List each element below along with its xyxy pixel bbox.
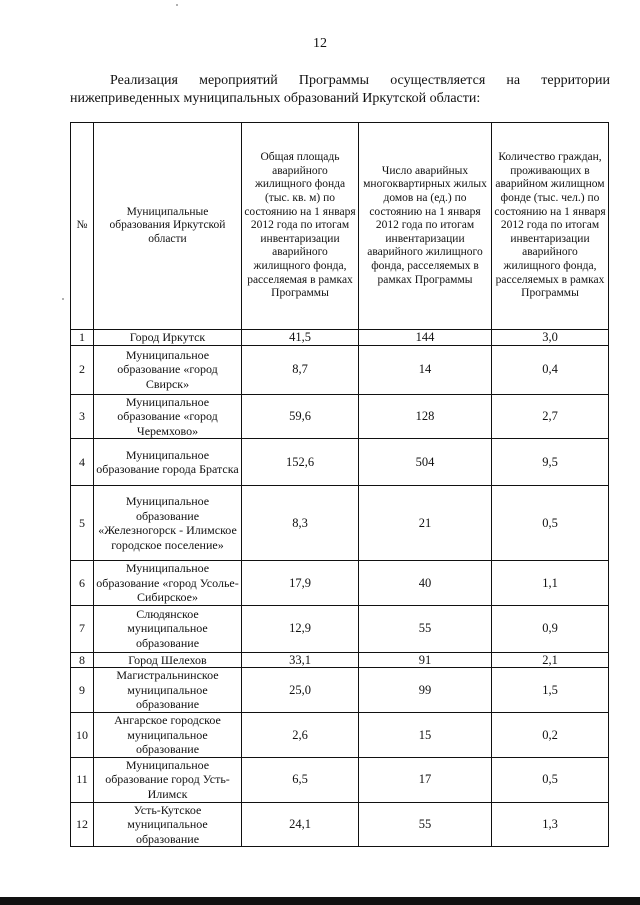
row-municipality: Магистральнинское муниципальное образование — [94, 668, 242, 713]
row-municipality: Муниципальное образование «город Черемхово» — [94, 394, 242, 439]
row-houses: 15 — [359, 713, 492, 758]
row-area: 2,6 — [242, 713, 359, 758]
row-area: 24,1 — [242, 802, 359, 847]
header-municipality: Муниципальные образования Иркутской области — [94, 123, 242, 330]
row-number: 2 — [71, 345, 94, 394]
row-municipality: Ангарское городское муниципальное образование — [94, 713, 242, 758]
row-municipality: Муниципальное образование «город Свирск» — [94, 345, 242, 394]
table-row — [71, 439, 609, 486]
header-area: Общая площадь аварийного жилищного фонда (тыс. кв. м) по состоянию на 1 января 2012 года по итогам инвентаризации аварийного жилищного фонда, расселяемая в рамках Программы — [242, 123, 359, 330]
table-header-row — [71, 123, 609, 330]
table-row — [71, 486, 609, 561]
page-number: 12 — [313, 36, 327, 51]
row-houses: 55 — [359, 802, 492, 847]
row-number: 9 — [71, 668, 94, 713]
row-area: 8,7 — [242, 345, 359, 394]
table-row — [71, 713, 609, 758]
row-houses: 144 — [359, 330, 492, 346]
row-number: 8 — [71, 652, 94, 668]
row-houses: 99 — [359, 668, 492, 713]
scan-bottom-border — [0, 897, 640, 905]
row-area: 12,9 — [242, 605, 359, 652]
table-row — [71, 394, 609, 439]
row-houses: 504 — [359, 439, 492, 486]
row-number: 11 — [71, 757, 94, 802]
row-houses: 17 — [359, 757, 492, 802]
header-people: Количество граждан, проживающих в аварийном жилищном фонде (тыс. чел.) по состоянию на 1 января 2012 года по итогам инвентаризации аварийного жилищного фонда, расселяемых в рамках Программы — [492, 123, 609, 330]
row-number: 3 — [71, 394, 94, 439]
header-houses: Число аварийных многоквартирных жилых домов на (ед.) по состоянию на 1 января 2012 года по итогам инвентаризации аварийного жилищного фонда, расселяемых в рамках Программы — [359, 123, 492, 330]
row-municipality: Муниципальное образование город Усть-Илимск — [94, 757, 242, 802]
table-row — [71, 605, 609, 652]
table-row — [71, 668, 609, 713]
scan-speck — [62, 298, 64, 300]
row-number: 10 — [71, 713, 94, 758]
row-houses: 40 — [359, 561, 492, 606]
row-houses: 91 — [359, 652, 492, 668]
row-municipality: Город Шелехов — [94, 652, 242, 668]
row-area: 41,5 — [242, 330, 359, 346]
row-area: 6,5 — [242, 757, 359, 802]
housing-table — [70, 122, 609, 847]
row-area: 8,3 — [242, 486, 359, 561]
row-municipality: Муниципальное образование «город Усолье-Сибирское» — [94, 561, 242, 606]
header-number: № — [71, 123, 94, 330]
row-people: 1,3 — [492, 802, 609, 847]
intro-paragraph: Реализация мероприятий Программы осуществляется на территории нижеприведенных муниципальных образований Иркутской области: — [70, 73, 610, 106]
row-houses: 128 — [359, 394, 492, 439]
table-row — [71, 757, 609, 802]
table-row — [71, 652, 609, 668]
row-municipality: Муниципальное образование «Железногорск - Илимское городское поселение» — [94, 486, 242, 561]
table-row — [71, 330, 609, 346]
row-area: 59,6 — [242, 394, 359, 439]
row-people: 1,1 — [492, 561, 609, 606]
row-people: 1,5 — [492, 668, 609, 713]
row-people: 2,1 — [492, 652, 609, 668]
row-houses: 14 — [359, 345, 492, 394]
row-number: 5 — [71, 486, 94, 561]
row-number: 1 — [71, 330, 94, 346]
scan-speck — [176, 4, 178, 6]
table-row — [71, 345, 609, 394]
row-people: 0,5 — [492, 757, 609, 802]
row-people: 0,4 — [492, 345, 609, 394]
row-number: 12 — [71, 802, 94, 847]
row-people: 3,0 — [492, 330, 609, 346]
row-number: 6 — [71, 561, 94, 606]
row-municipality: Слюдянское муниципальное образование — [94, 605, 242, 652]
row-municipality: Город Иркутск — [94, 330, 242, 346]
row-people: 2,7 — [492, 394, 609, 439]
row-area: 25,0 — [242, 668, 359, 713]
row-area: 17,9 — [242, 561, 359, 606]
row-people: 0,5 — [492, 486, 609, 561]
row-area: 33,1 — [242, 652, 359, 668]
row-people: 0,2 — [492, 713, 609, 758]
table-row — [71, 561, 609, 606]
row-people: 0,9 — [492, 605, 609, 652]
row-area: 152,6 — [242, 439, 359, 486]
row-municipality: Усть-Кутское муниципальное образование — [94, 802, 242, 847]
row-number: 4 — [71, 439, 94, 486]
row-houses: 21 — [359, 486, 492, 561]
row-houses: 55 — [359, 605, 492, 652]
row-municipality: Муниципальное образование города Братска — [94, 439, 242, 486]
row-people: 9,5 — [492, 439, 609, 486]
table-row — [71, 802, 609, 847]
row-number: 7 — [71, 605, 94, 652]
